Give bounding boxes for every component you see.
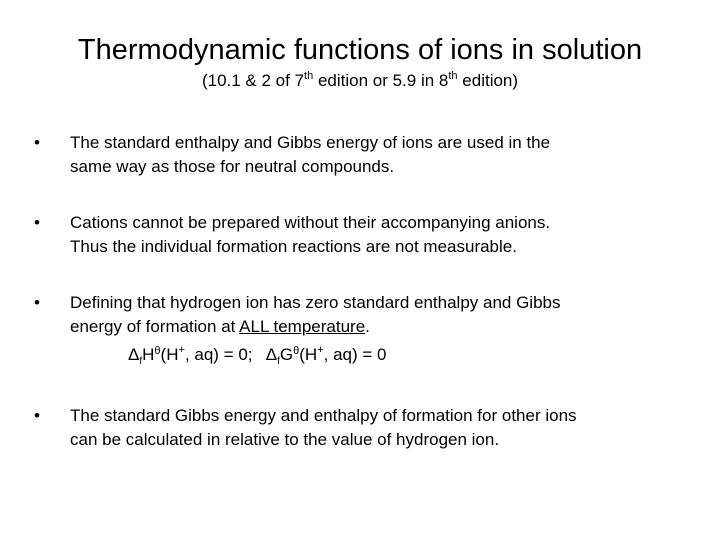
- bullet-item-2: [34, 211, 694, 259]
- bullet-item-4: [34, 404, 694, 452]
- bullet-line: Thus the individual formation reactions are not measurable.: [70, 237, 517, 256]
- standard-state-symbol: θ: [154, 345, 161, 357]
- bullet-line: Defining that hydrogen ion has zero standard enthalpy and Gibbs: [70, 293, 561, 312]
- subtitle-superscript-2: th: [448, 70, 458, 82]
- gibbs-symbol: G: [279, 345, 294, 364]
- formula-text: (H: [160, 345, 179, 364]
- standard-state-symbol: θ: [293, 345, 300, 357]
- slide-title: Thermodynamic functions of ions in solution: [77, 34, 643, 66]
- charge-superscript: +: [178, 344, 185, 356]
- bullet-dot: •: [34, 293, 40, 312]
- bullet-dot: •: [34, 213, 40, 232]
- bullet-line: The standard Gibbs energy and enthalpy of formation for other ions: [70, 406, 577, 425]
- formula-text: (H: [299, 345, 318, 364]
- bullet-dot: •: [34, 406, 40, 425]
- bullet-line: [70, 315, 694, 339]
- subtitle-part1: (10.1 & 2 of 7: [201, 71, 305, 90]
- formula-line: [128, 343, 694, 370]
- bullet-item-1: [34, 131, 694, 179]
- bullet-line: can be calculated in relative to the value of hydrogen ion.: [70, 430, 500, 449]
- underlined-text: ALL temperature: [239, 317, 366, 336]
- bullet-item-3: [34, 291, 694, 370]
- delta-symbol: Δ: [128, 345, 140, 364]
- bullet-line-text: energy of formation at: [70, 317, 240, 336]
- slide-subtitle: [0, 69, 720, 95]
- bullet-line: Cations cannot be prepared without their accompanying anions.: [70, 213, 551, 232]
- subtitle-part3: edition): [457, 71, 519, 90]
- formation-subscript: f: [277, 356, 280, 367]
- formula-text: , aq) = 0;: [184, 345, 266, 364]
- bullet-line: same way as those for neutral compounds.: [70, 157, 395, 176]
- formula-text: , aq) = 0: [323, 345, 387, 364]
- enthalpy-symbol: H: [142, 345, 155, 364]
- charge-superscript: +: [317, 344, 324, 356]
- delta-symbol: Δ: [265, 345, 278, 364]
- bullet-dot: •: [34, 133, 40, 152]
- bullet-line: The standard enthalpy and Gibbs energy of ions are used in the: [70, 133, 551, 152]
- bullet-line-text: .: [365, 317, 370, 336]
- subtitle-part2: edition or 5.9 in 8: [313, 71, 449, 90]
- subtitle-superscript-1: th: [304, 70, 314, 82]
- formation-subscript: f: [139, 356, 143, 367]
